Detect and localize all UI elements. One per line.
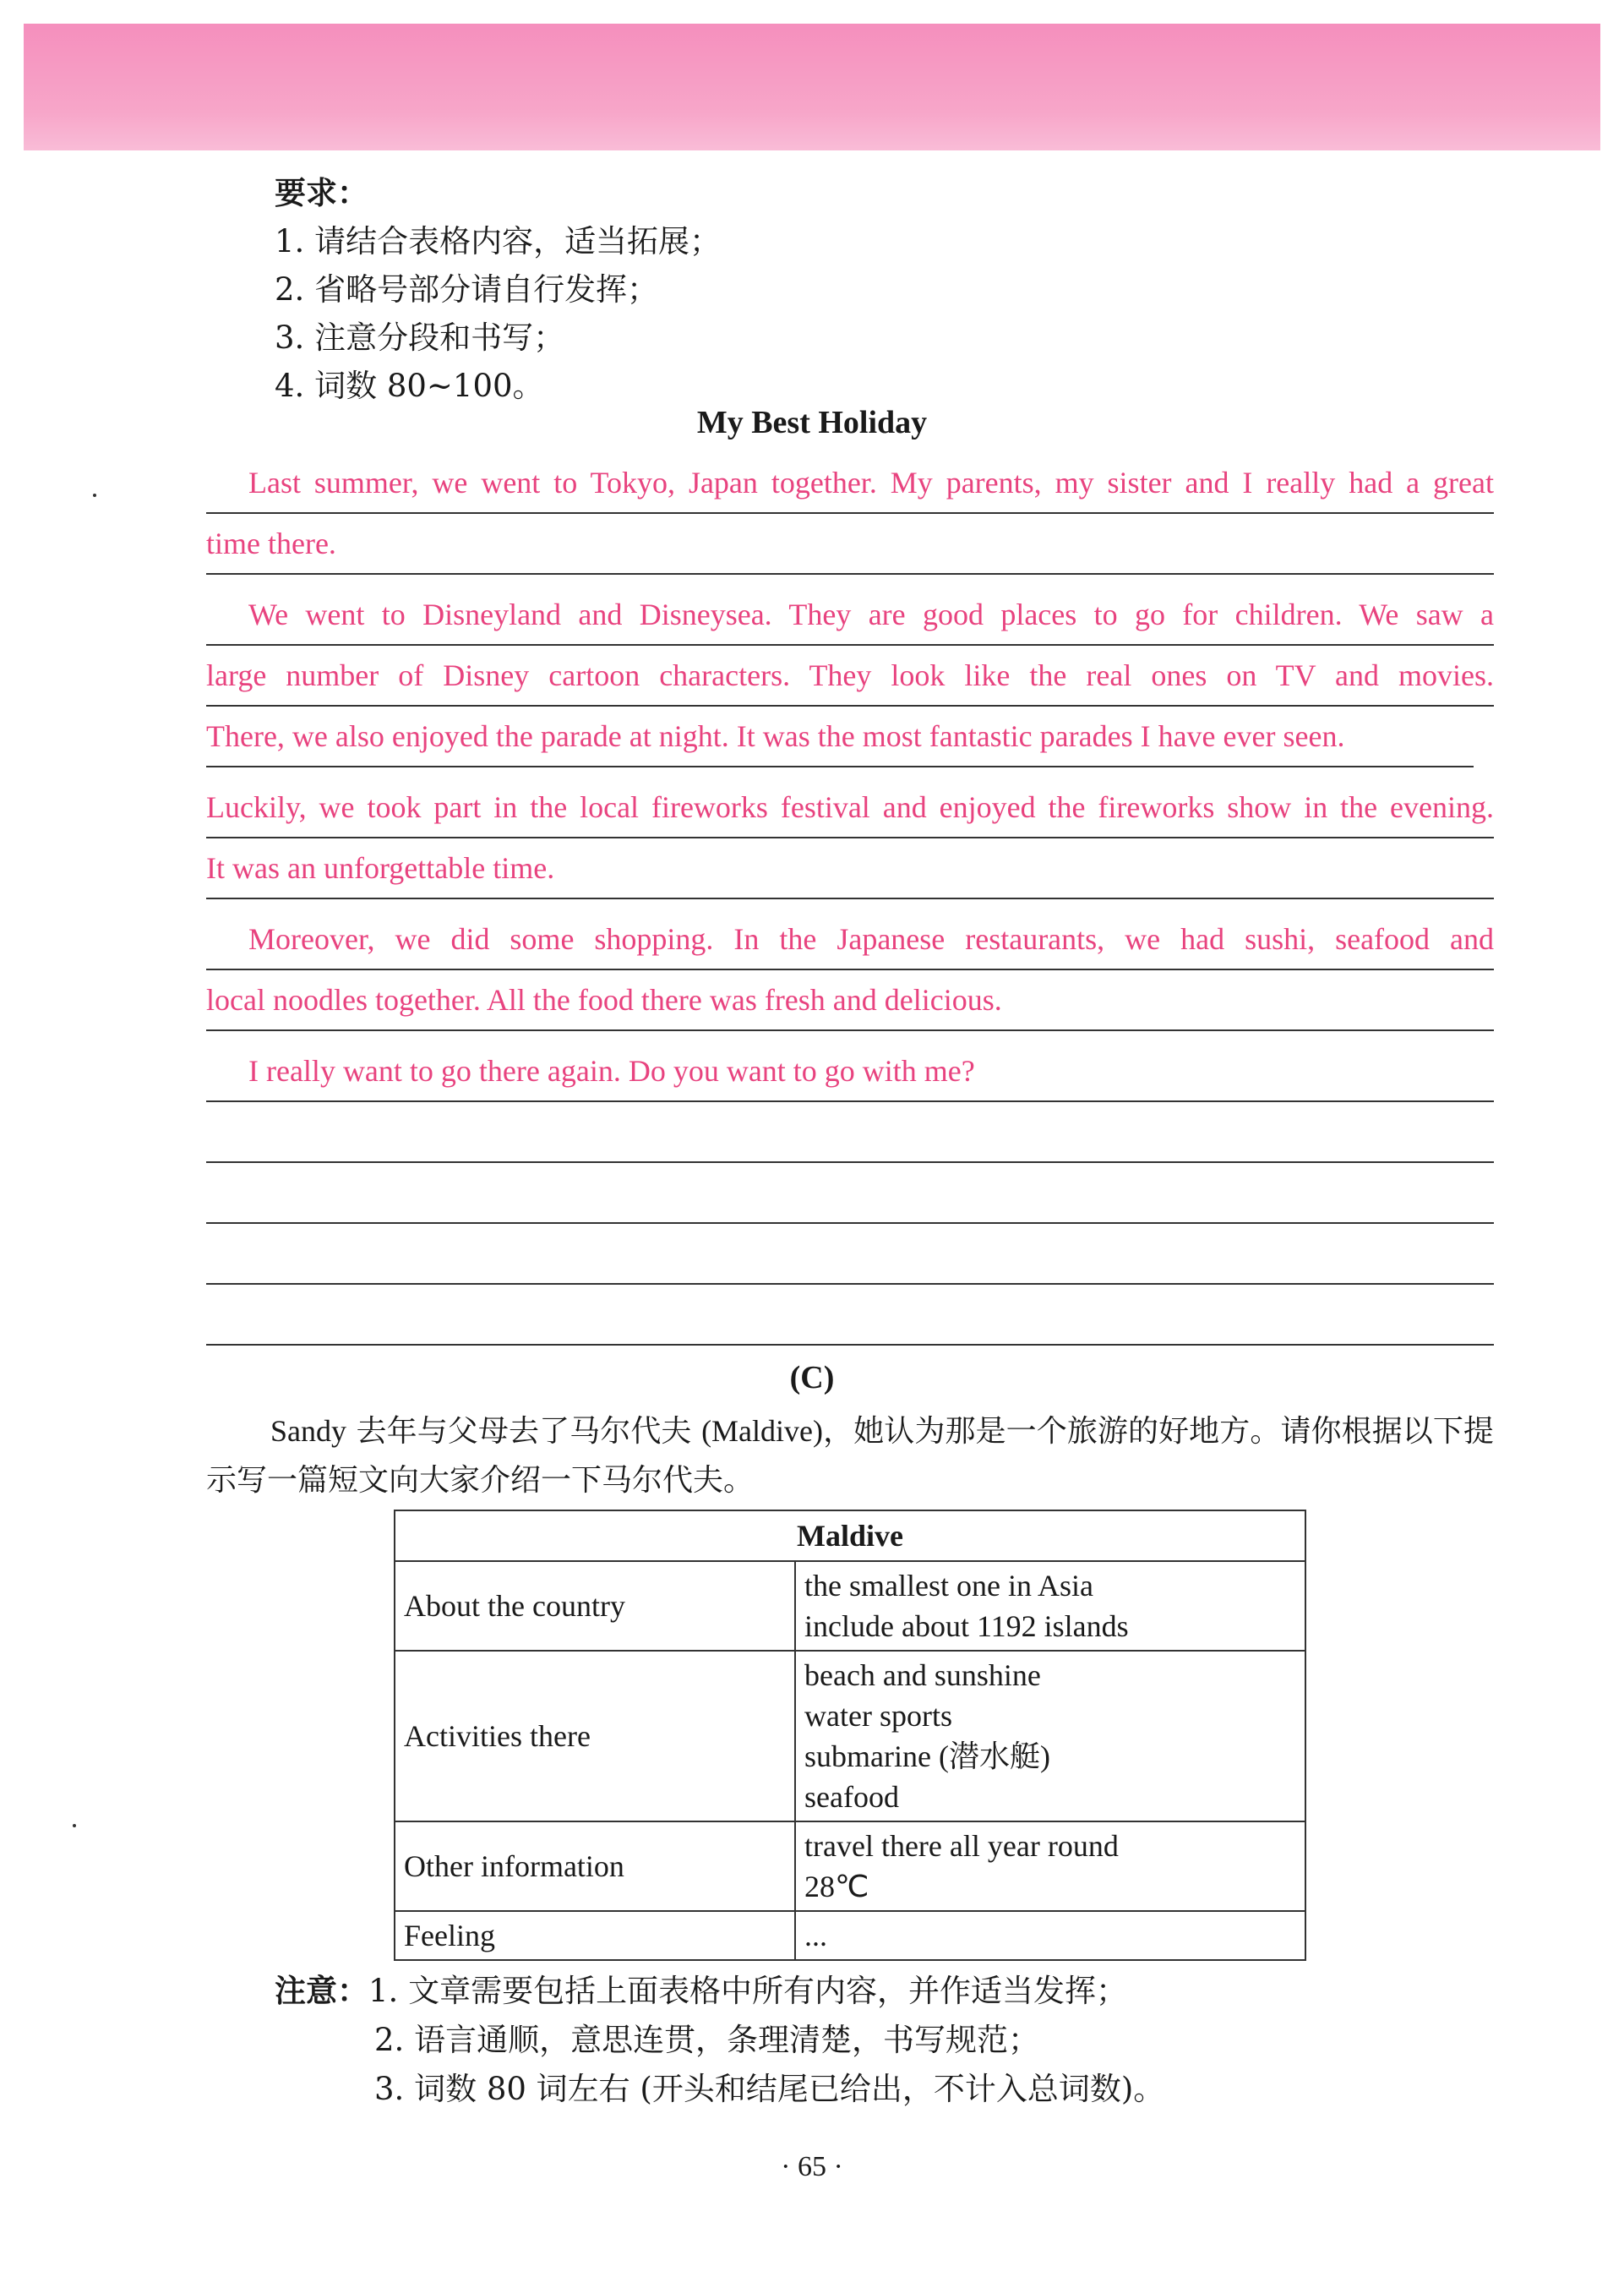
row-details (795, 1651, 1305, 1821)
section-c-intro (206, 1406, 1494, 1505)
notes (275, 1966, 1164, 2114)
essay-line: local noodles together. All the food there was fresh and delicious. (206, 970, 1494, 1031)
detail-line: seafood (804, 1780, 899, 1814)
note-item: 2. 语言通顺，意思连贯，条理清楚，书写规范； (374, 2022, 1040, 2058)
detail-line: 28℃ (804, 1870, 869, 1903)
detail-line: include about 1192 islands (804, 1609, 1129, 1643)
requirements (275, 169, 721, 410)
requirements-heading: 要求： (275, 174, 368, 211)
essay-line: There, we also enjoyed the parade at night. It was the most fantastic parades I have ever seen. (206, 707, 1474, 767)
essay-line: Moreover, we did some shopping. In the Japanese restaurants, we had sushi, seafood and (206, 909, 1494, 970)
detail-line: the smallest one in Asia (804, 1569, 1093, 1603)
detail-line: water sports (804, 1699, 952, 1733)
margin-dot (93, 494, 96, 497)
intro-paren: (Maldive) (701, 1414, 824, 1448)
essay-line: I really want to go there again. Do you want to go with me? (206, 1041, 1494, 1102)
detail-line: submarine (潜水艇) (804, 1739, 1050, 1773)
detail-line: travel there all year round (804, 1829, 1119, 1863)
intro-mid: 去年与父母去了马尔代夫 (346, 1414, 702, 1449)
requirement-item: 3. 注意分段和书写； (275, 319, 565, 356)
row-label: Feeling (395, 1911, 795, 1960)
essay-line: Luckily, we took part in the local fireworks festival and enjoyed the fireworks show in the evening. (206, 778, 1494, 838)
essay-line: It was an unforgettable time. (206, 838, 1494, 899)
table-row (395, 1651, 1305, 1821)
intro-rest: ，她认为那是一个旅游的好地方。请你根据以下提示写一篇短文向大家介绍一下马尔代夫。 (206, 1414, 1494, 1498)
note-item: 1. 文章需要包括上面表格中所有内容，并作适当发挥； (368, 1973, 1128, 2009)
note-item: 3. 词数 80 词左右 (开头和结尾已给出，不计入总词数)。 (374, 2071, 1165, 2107)
essay-line: time there. (206, 514, 1494, 575)
detail-line: beach and sunshine (804, 1658, 1041, 1692)
margin-dot (73, 1824, 76, 1827)
row-details (795, 1911, 1305, 1960)
table-row (395, 1561, 1305, 1651)
table-row (395, 1911, 1305, 1960)
header-band (24, 24, 1600, 150)
notes-label: 注意： (275, 1972, 368, 2009)
row-label: Other information (395, 1821, 795, 1911)
row-label: Activities there (395, 1651, 795, 1821)
essay-line: large number of Disney cartoon characters. They look like the real ones on TV and movies. (206, 646, 1494, 707)
essay-line: We went to Disneyland and Disneysea. They are good places to go for children. We saw a (206, 585, 1494, 646)
requirement-item: 4. 词数 80~100。 (275, 368, 544, 404)
blank-writing-line[interactable] (206, 1285, 1494, 1346)
detail-line: ... (804, 1919, 827, 1952)
table-header-row (395, 1510, 1305, 1561)
blank-writing-line[interactable] (206, 1102, 1494, 1163)
blank-writing-line[interactable] (206, 1224, 1494, 1285)
intro-name: Sandy (270, 1414, 346, 1448)
blank-writing-line[interactable] (206, 1163, 1494, 1224)
row-details (795, 1561, 1305, 1651)
section-c-title: (C) (789, 1360, 835, 1395)
table-header: Maldive (395, 1510, 1305, 1561)
row-label: About the country (395, 1561, 795, 1651)
essay-title: My Best Holiday (696, 405, 928, 440)
maldive-table (394, 1510, 1306, 1961)
requirement-item: 1. 请结合表格内容，适当拓展； (275, 223, 722, 259)
row-details (795, 1821, 1305, 1911)
table-row (395, 1821, 1305, 1911)
essay-line: Last summer, we went to Tokyo, Japan together. My parents, my sister and I really had a great (206, 453, 1494, 514)
page-number: · 65 · (781, 2151, 843, 2182)
requirement-item: 2. 省略号部分请自行发挥； (275, 271, 659, 308)
